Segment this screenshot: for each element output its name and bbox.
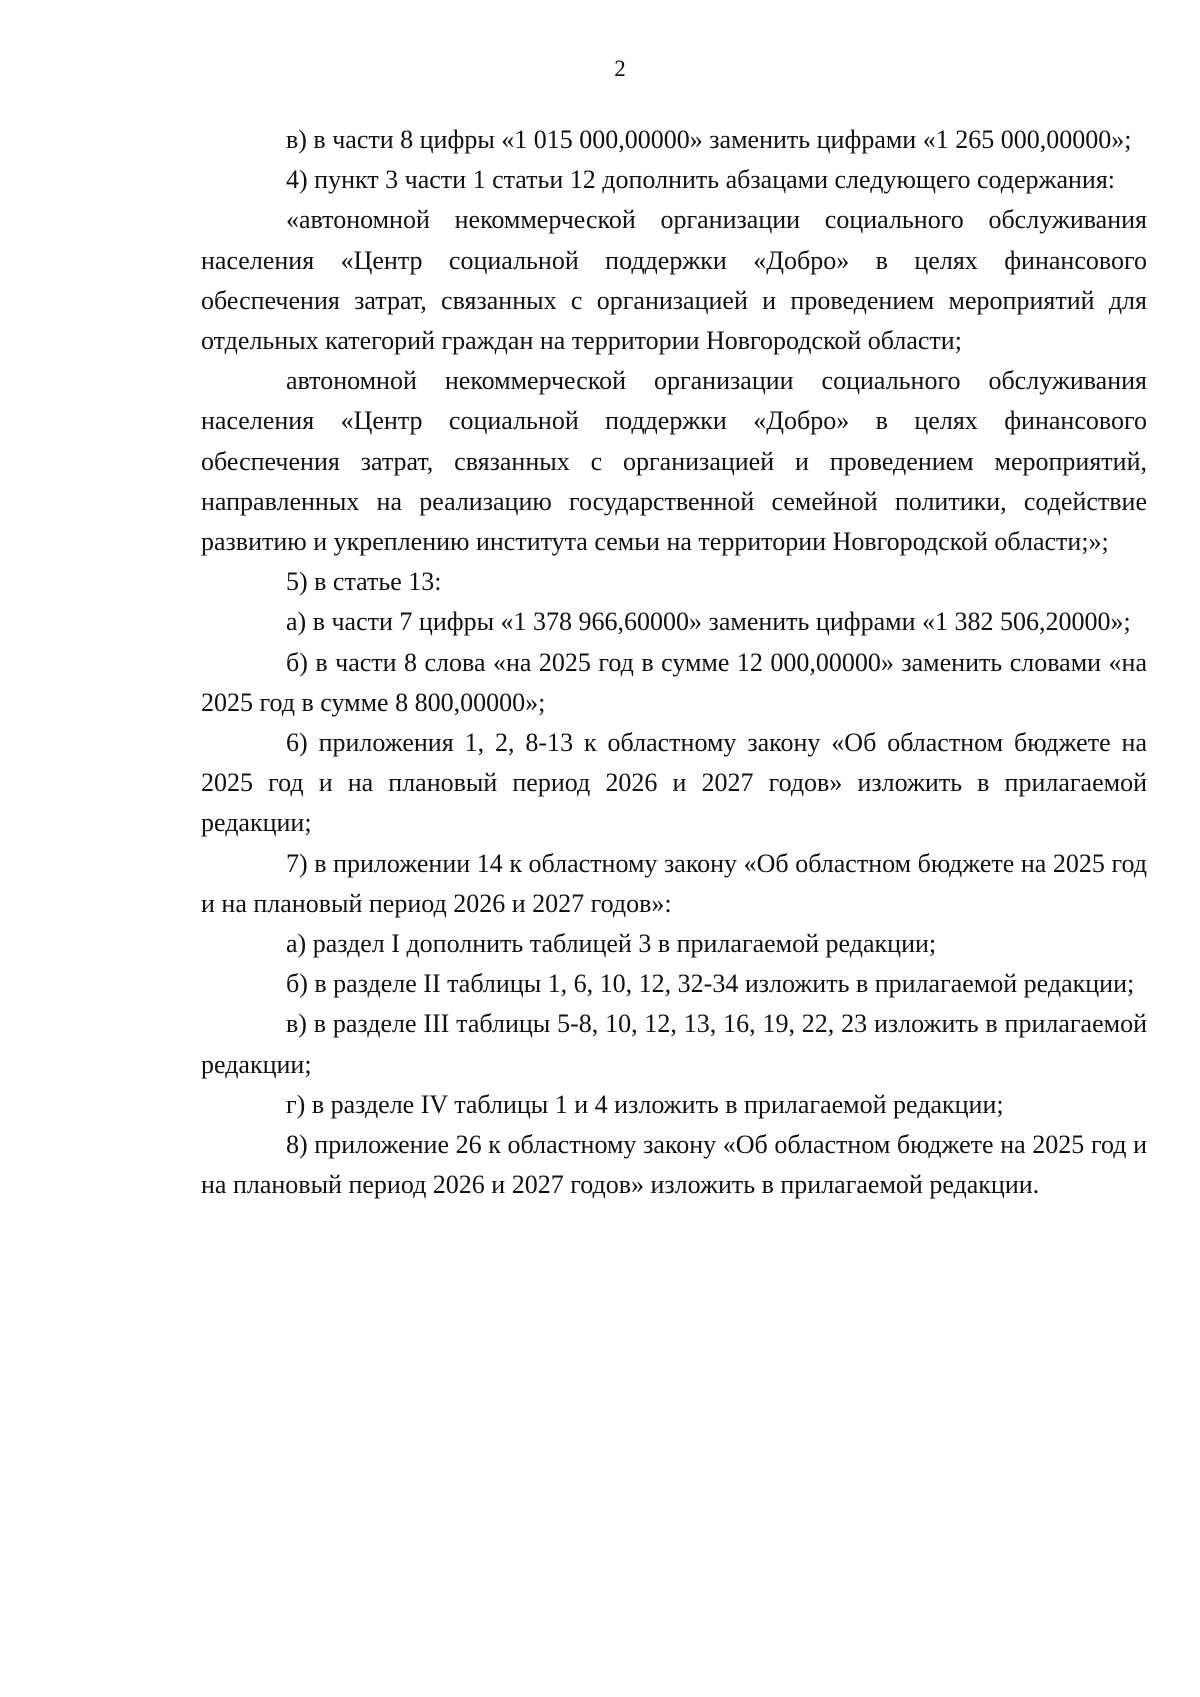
paragraph-5-article-13: 5) в статье 13:	[286, 567, 442, 597]
paragraph-g-section-iv: г) в разделе IV таблицы 1 и 4 изложить в прилагаемой редакции;	[286, 1089, 1004, 1119]
page-number: 2	[614, 56, 626, 81]
paragraph-6-appendices: 6) приложения 1, 2, 8-13 к областному закону «Об областном бюджете на 2025 год и на плановый период 2026 и 2027 годов» изложить в прилагаемой редакции;	[201, 728, 1147, 838]
paragraph-v-section-iii: в) в разделе III таблицы 5-8, 10, 12, 13, 16, 19, 22, 23 изложить в прилагаемой редакции;	[201, 1009, 1147, 1079]
paragraph-8-appendix-26: 8) приложение 26 к областному закону «Об областном бюджете на 2025 год и на плановый период 2026 и 2027 годов» изложить в прилагаемой редакции.	[201, 1130, 1147, 1200]
paragraph-v-part-8: в) в части 8 цифры «1 015 000,00000» заменить цифрами «1 265 000,00000»;	[286, 125, 1132, 154]
paragraph-4-article-12: 4) пункт 3 части 1 статьи 12 дополнить абзацами следующего содержания:	[286, 165, 1116, 195]
paragraph-a-part-7: а) в части 7 цифры «1 378 966,60000» заменить цифрами «1 382 506,20000»;	[286, 607, 1131, 637]
paragraph-quote-ano-2: автономной некоммерческой организации социального обслуживания населения «Центр социальной поддержки «Добро» в целях финансового обеспечения затрат, связанных с организацией и проведением мероприятий, направленных на реализацию государственной семейной политики, содействие развитию и укреплению института семьи на территории Новгородской области;»;	[201, 366, 1147, 557]
paragraph-b-part-8: б) в части 8 слова «на 2025 год в сумме 12 000,00000» заменить словами «на 2025 год в сумме 8 800,00000»;	[201, 647, 1147, 717]
paragraph-quote-ano-1: «автономной некоммерческой организации социального обслуживания населения «Центр социальной поддержки «Добро» в целях финансового обеспечения затрат, связанных с организацией и проведением мероприятий для отдельных категорий граждан на территории Новгородской области;	[201, 205, 1147, 356]
document-body	[201, 120, 1147, 1205]
paragraph-b-section-ii: б) в разделе II таблицы 1, 6, 10, 12, 32-34 изложить в прилагаемой редакции;	[286, 969, 1135, 999]
paragraph-7-appendix-14: 7) в приложении 14 к областному закону «Об областном бюджете на 2025 год и на плановый период 2026 и 2027 годов»:	[201, 848, 1147, 918]
paragraph-a-section-i: а) раздел I дополнить таблицей 3 в прилагаемой редакции;	[286, 929, 937, 959]
